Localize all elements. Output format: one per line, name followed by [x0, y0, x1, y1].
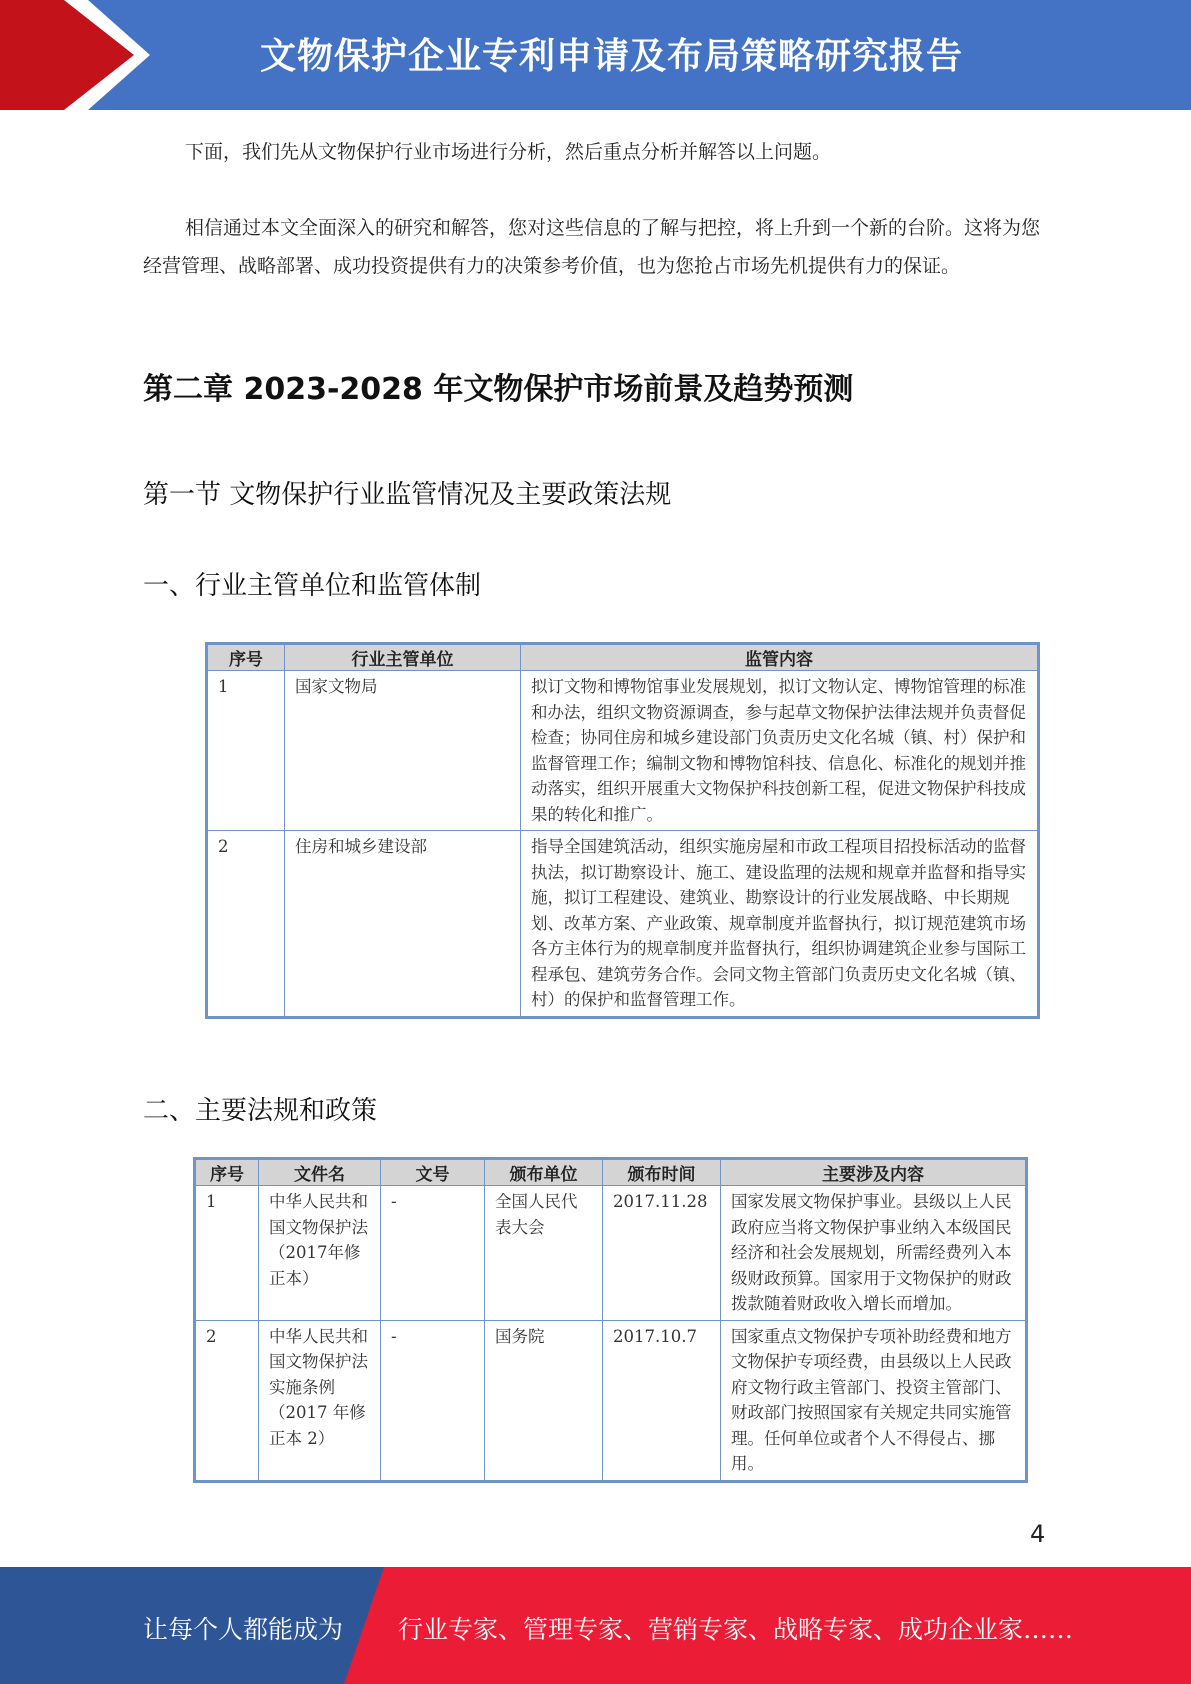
page-number: 4: [1030, 1520, 1046, 1548]
footer-banner: [0, 1567, 1191, 1684]
cell-date: 2017.10.7: [603, 1320, 721, 1481]
paragraph-text: 相信通过本文全面深入的研究和解答，您对这些信息的了解与把控，将上升到一个新的台阶。这将为您经营管理、战略部署、成功投资提供有力的决策参考价值，也为您抢占市场先机提供有力的保证。: [143, 217, 1041, 277]
chapter-title: 第二章 2023-2028 年文物保护市场前景及趋势预测: [143, 372, 854, 407]
column-header: 颁布时间: [603, 1159, 721, 1186]
cell-index: 2: [207, 831, 285, 1018]
intro-paragraph-2: [143, 209, 1048, 285]
column-header: 序号: [195, 1159, 259, 1186]
table-row: [195, 1320, 1027, 1481]
table-header-row: [207, 644, 1039, 671]
cell-date: 2017.11.28: [603, 1186, 721, 1321]
intro-paragraph-1: [143, 133, 1048, 171]
column-header: 行业主管单位: [285, 644, 521, 671]
cell-index: 1: [195, 1186, 259, 1321]
regulator-table: [205, 642, 1040, 1019]
cell-content: 国家重点文物保护专项补助经费和地方文物保护专项经费，由县级以上人民政府文物行政主管部门、投资主管部门、财政部门按照国家有关规定共同实施管理。任何单位或者个人不得侵占、挪用。: [721, 1320, 1027, 1481]
table-header-row: [195, 1159, 1027, 1186]
table-row: [195, 1186, 1027, 1321]
paragraph-text: 下面，我们先从文物保护行业市场进行分析，然后重点分析并解答以上问题。: [185, 141, 832, 163]
cell-doc-number: -: [381, 1186, 485, 1321]
cell-authority: 住房和城乡建设部: [285, 831, 521, 1018]
table-row: [207, 831, 1039, 1018]
section-title: 第一节 文物保护行业监管情况及主要政策法规: [143, 480, 672, 510]
table-row: [207, 671, 1039, 831]
footer-slogan-right: 行业专家、管理专家、营销专家、战略专家、成功企业家……: [398, 1615, 1074, 1644]
column-header: 监管内容: [521, 644, 1039, 671]
column-header: 主要涉及内容: [721, 1159, 1027, 1186]
cell-index: 1: [207, 671, 285, 831]
subsection-title-1: 一、行业主管单位和监管体制: [143, 571, 482, 601]
cell-content: 指导全国建筑活动，组织实施房屋和市政工程项目招投标活动的监督执法，拟订勘察设计、施工、建设监理的法规和规章并监督和指导实施，拟订工程建设、建筑业、勘察设计的行业发展战略、中长期规划、改革方案、产业政策、规章制度并监督执行，拟订规范建筑市场各方主体行为的规章制度并监督执行，组织协调建筑企业参与国际工程承包、建筑劳务合作。会同文物主管部门负责历史文化名城（镇、村）的保护和监督管理工作。: [521, 831, 1039, 1018]
cell-issuer: 全国人民代表大会: [485, 1186, 603, 1321]
cell-doc-number: -: [381, 1320, 485, 1481]
regulations-table: [193, 1157, 1028, 1483]
column-header: 文号: [381, 1159, 485, 1186]
cell-document: 中华人民共和国文物保护法（2017年修正本）: [259, 1186, 381, 1321]
cell-content: 国家发展文物保护事业。县级以上人民政府应当将文物保护事业纳入本级国民经济和社会发展规划，所需经费列入本级财政预算。国家用于文物保护的财政拨款随着财政收入增长而增加。: [721, 1186, 1027, 1321]
subsection-title-2: 二、主要法规和政策: [143, 1096, 378, 1126]
cell-authority: 国家文物局: [285, 671, 521, 831]
column-header: 文件名: [259, 1159, 381, 1186]
cell-index: 2: [195, 1320, 259, 1481]
footer-slogan-left: 让每个人都能成为: [143, 1615, 344, 1644]
column-header: 序号: [207, 644, 285, 671]
cell-content: 拟订文物和博物馆事业发展规划，拟订文物认定、博物馆管理的标准和办法，组织文物资源调查，参与起草文物保护法律法规并负责督促检查；协同住房和城乡建设部门负责历史文化名城（镇、村）保护和监督管理工作；编制文物和博物馆科技、信息化、标准化的规划并推动落实，组织开展重大文物保护科技创新工程，促进文物保护科技成果的转化和推广。: [521, 671, 1039, 831]
report-title: 文物保护企业专利申请及布局策略研究报告: [260, 36, 964, 77]
cell-issuer: 国务院: [485, 1320, 603, 1481]
header-banner: [0, 0, 1191, 110]
column-header: 颁布单位: [485, 1159, 603, 1186]
cell-document: 中华人民共和国文物保护法实施条例（2017 年修正本 2）: [259, 1320, 381, 1481]
